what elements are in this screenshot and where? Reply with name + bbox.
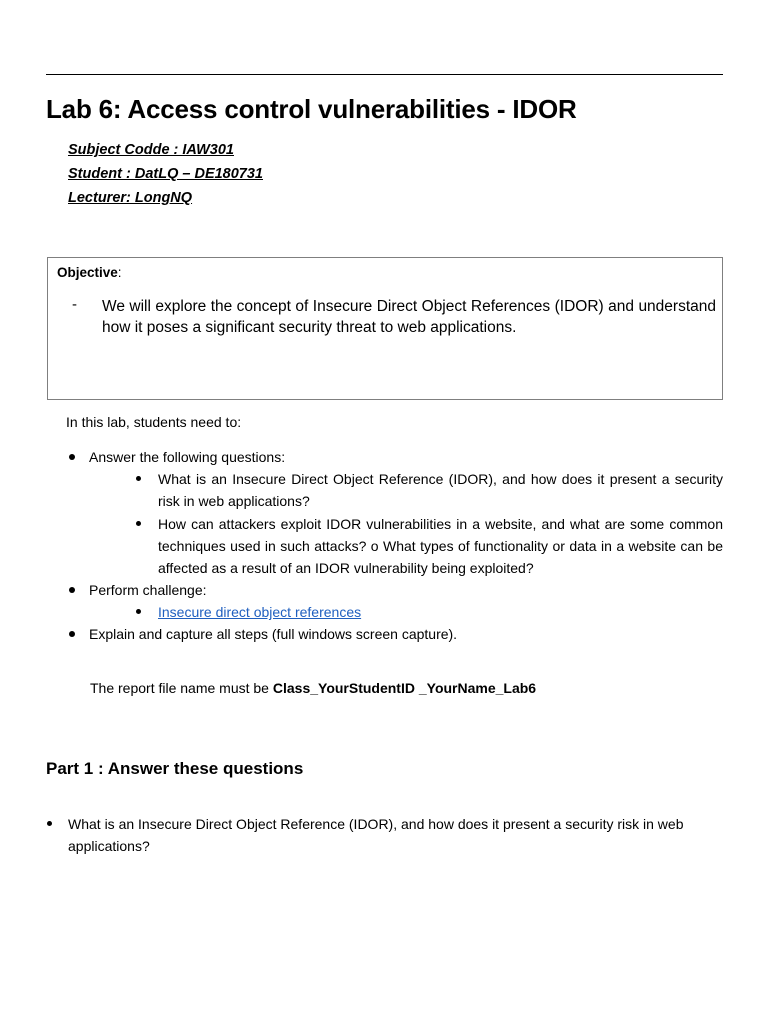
part1-question: [46, 813, 723, 857]
task-answer: Answer the following questions:: [89, 449, 286, 465]
part1-heading: Part 1 : Answer these questions: [46, 759, 304, 778]
bullet-icon: [69, 631, 75, 637]
list-item: [68, 468, 723, 512]
task-perform: Perform challenge:: [89, 582, 207, 598]
task-explain: Explain and capture all steps (full windows screen capture).: [89, 626, 458, 642]
lab-meta: [68, 138, 263, 210]
objective-text: We will explore the concept of Insecure Direct Object References (IDOR) and understand how it poses a significant security threat to web applications.: [102, 298, 716, 336]
challenge-link[interactable]: Insecure direct object references: [158, 604, 362, 620]
bullet-icon: [136, 476, 141, 481]
list-item: [68, 623, 723, 645]
lecturer-info: Lecturer: LongNQ: [68, 190, 193, 206]
bullet-icon: [136, 521, 141, 526]
list-item: [68, 513, 723, 579]
objective-box: [47, 257, 723, 400]
bullet-icon: [136, 609, 141, 614]
objective-label: [57, 265, 122, 280]
report-instruction: [90, 680, 536, 696]
intro-text: In this lab, students need to:: [66, 414, 242, 430]
task-list: [68, 446, 723, 645]
objective-dash: -: [72, 296, 77, 313]
bullet-icon: [69, 454, 75, 460]
report-prefix: The report file name must be: [90, 680, 273, 696]
list-item: [68, 446, 723, 468]
header-rule: [46, 74, 723, 75]
part1-question-text: What is an Insecure Direct Object Reference (IDOR), and how does it present a security risk in web applications?: [68, 816, 684, 854]
bullet-icon: [69, 587, 75, 593]
list-item: [46, 813, 723, 857]
report-filename: Class_YourStudentID _YourName_Lab6: [272, 680, 537, 696]
bullet-icon: [47, 821, 52, 826]
page-title: Lab 6: Access control vulnerabilities - IDOR: [46, 94, 577, 124]
subject-code: Subject Codde : IAW301: [68, 142, 234, 158]
list-item: [68, 601, 723, 623]
question-b: How can attackers exploit IDOR vulnerabilities in a website, and what are some common techniques used in such attacks? o What types of functionality or data in a website can be affected as a result of an IDOR vulnerability being exploited?: [158, 516, 723, 576]
list-item: [68, 579, 723, 601]
student-info: Student : DatLQ – DE180731: [68, 166, 263, 182]
objective-label-text: Objective: [57, 265, 118, 280]
question-a: What is an Insecure Direct Object Reference (IDOR), and how does it present a security risk in web applications?: [158, 471, 723, 509]
objective-colon: :: [117, 265, 122, 280]
